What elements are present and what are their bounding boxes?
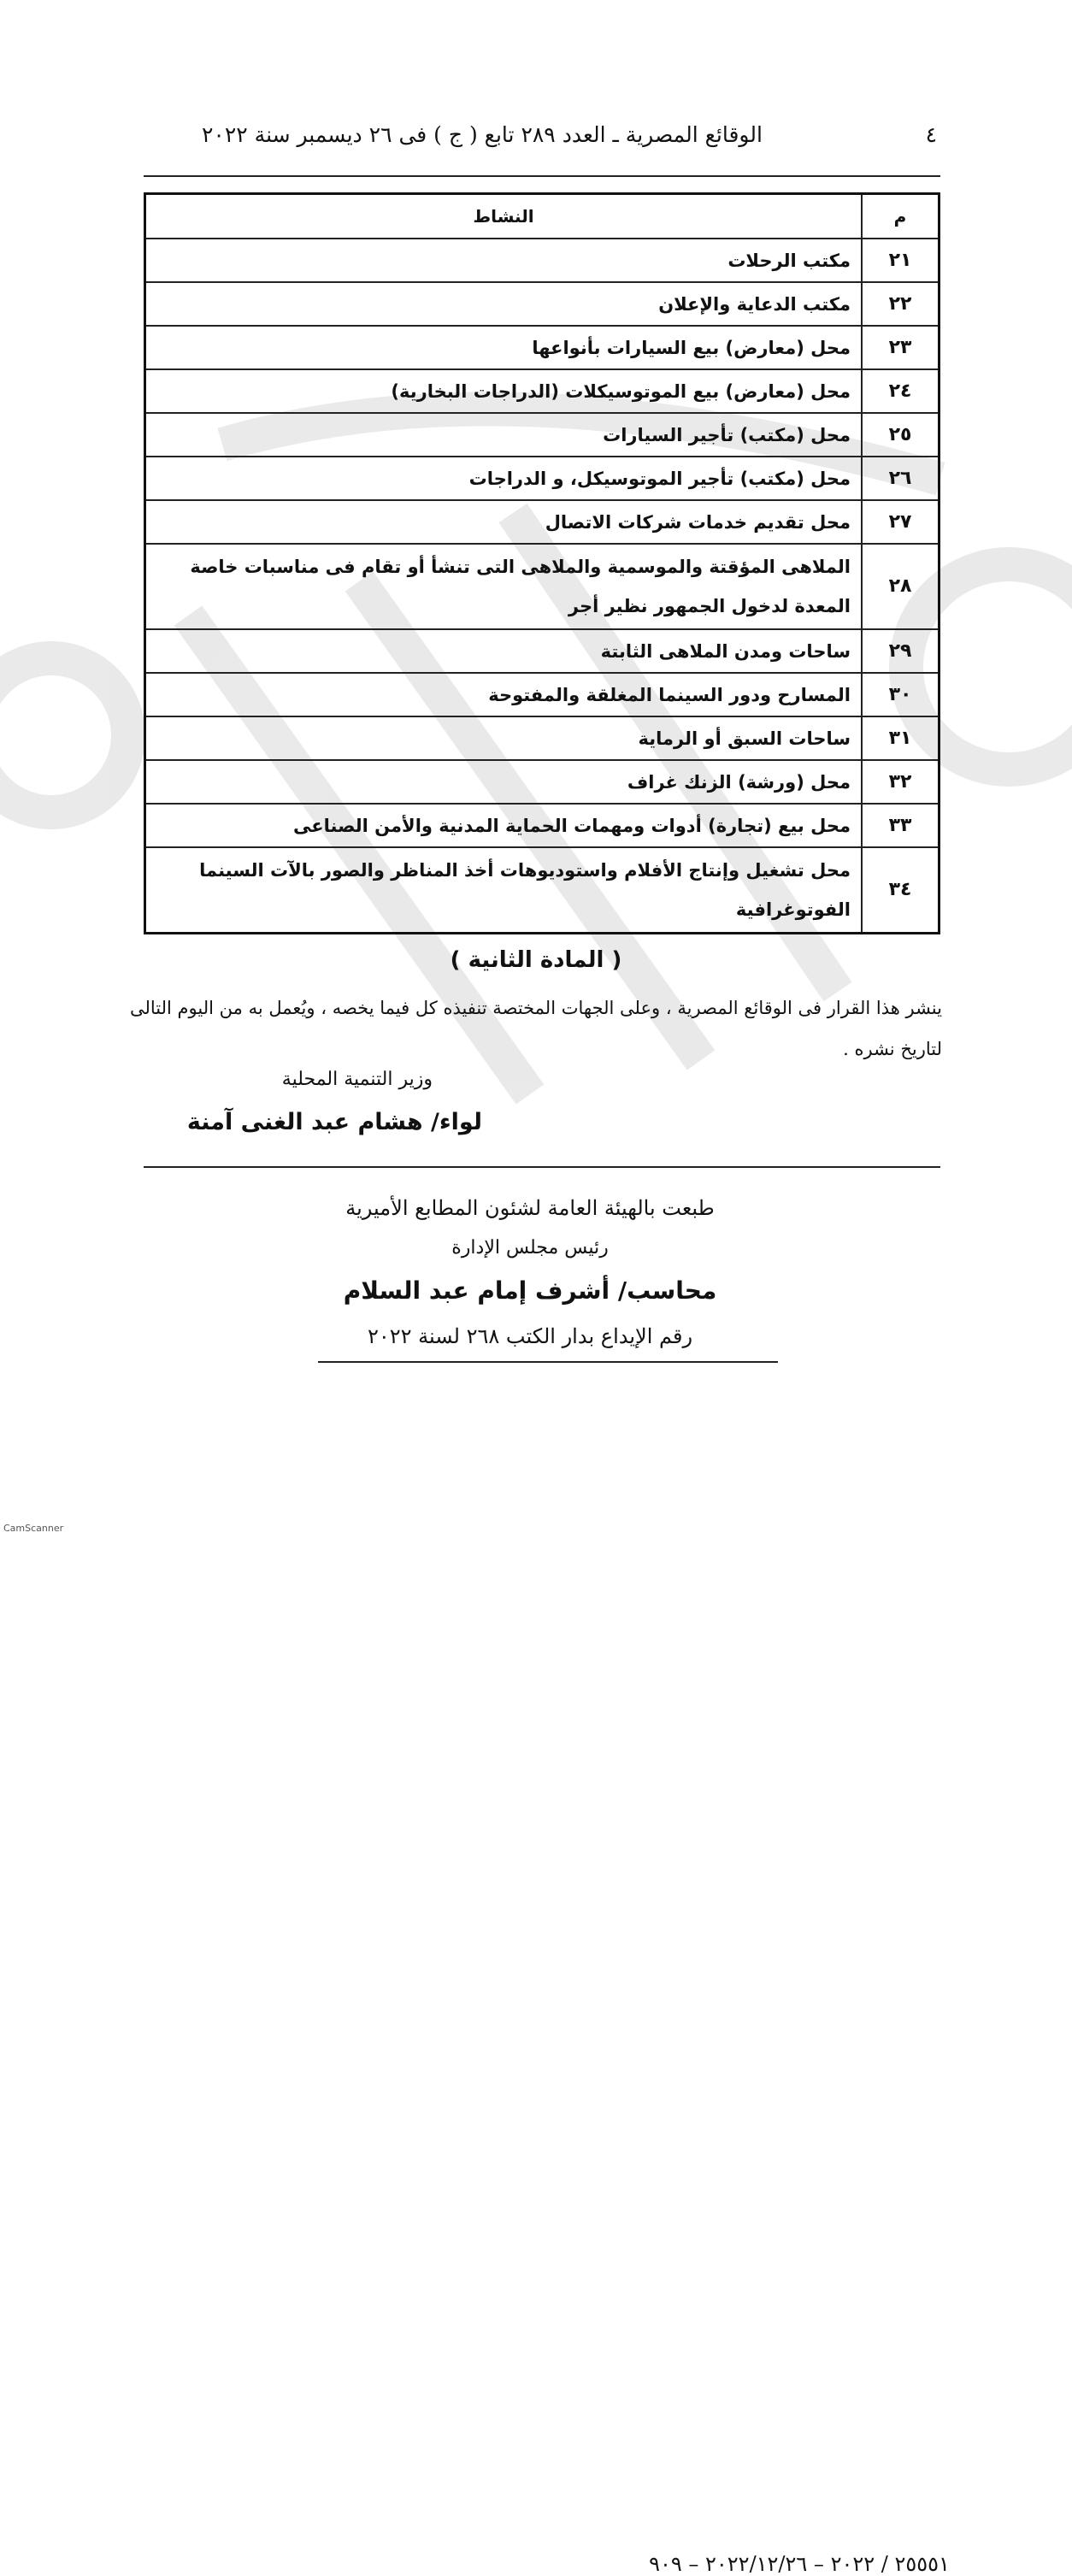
row-activity: محل تقديم خدمات شركات الاتصال	[145, 500, 863, 544]
deposit-number: رقم الإيداع بدار الكتب ٢٦٨ لسنة ٢٠٢٢	[367, 1324, 693, 1348]
row-number: ٢٦	[862, 457, 939, 500]
table-row	[145, 369, 939, 413]
signatory-name: لواء/ هشام عبد الغنى آمنة	[186, 1109, 482, 1135]
table-row	[145, 847, 939, 934]
chairman-name: محاسب/ أشرف إمام عبد السلام	[343, 1276, 717, 1305]
row-activity: محل (معارض) بيع السيارات بأنواعها	[145, 326, 863, 369]
serial-number: ٢٥٥٥١ / ٢٠٢٢ – ٢٠٢٢/١٢/٢٦ – ٩٠٩	[649, 2552, 950, 2576]
row-number: ٢٨	[862, 544, 939, 629]
chairman-title: رئيس مجلس الإدارة	[451, 1237, 609, 1259]
row-activity: محل (مكتب) تأجير السيارات	[145, 413, 863, 457]
row-activity: ساحات ومدن الملاهى الثابتة	[145, 629, 863, 673]
row-activity: محل (ورشة) الزنك غراف	[145, 760, 863, 804]
row-activity: محل (مكتب) تأجير الموتوسيكل، و الدراجات	[145, 457, 863, 500]
row-number: ٢٧	[862, 500, 939, 544]
row-number: ٣٢	[862, 760, 939, 804]
row-activity: مكتب الرحلات	[145, 239, 863, 282]
row-number: ٣١	[862, 716, 939, 760]
table-row	[145, 544, 939, 629]
table-row	[145, 413, 939, 457]
printed-by: طبعت بالهيئة العامة لشئون المطابع الأميرية	[345, 1196, 715, 1220]
table-header-row	[145, 194, 939, 239]
row-activity: المسارح ودور السينما المغلقة والمفتوحة	[145, 673, 863, 716]
row-number: ٢١	[862, 239, 939, 282]
table-row	[145, 804, 939, 847]
row-number: ٣٣	[862, 804, 939, 847]
row-activity: محل (معارض) بيع الموتوسيكلات (الدراجات البخارية)	[145, 369, 863, 413]
table-row	[145, 629, 939, 673]
row-activity: محل بيع (تجارة) أدوات ومهمات الحماية المدنية والأمن الصناعى	[145, 804, 863, 847]
table-row	[145, 282, 939, 326]
scanner-watermark: CamScanner	[3, 1523, 64, 1534]
article-heading: ( المادة الثانية )	[450, 947, 622, 973]
column-header-number: م	[862, 194, 939, 239]
header-divider	[144, 175, 940, 177]
row-number: ٢٩	[862, 629, 939, 673]
table-row	[145, 457, 939, 500]
row-activity: الملاهى المؤقتة والموسمية والملاهى التى تنشأ أو تقام فى مناسبات خاصة المعدة لدخول الجمهور نظير أجر	[145, 544, 863, 629]
table-row	[145, 500, 939, 544]
table-row	[145, 760, 939, 804]
table-row	[145, 716, 939, 760]
page-number: ٤	[925, 122, 937, 147]
row-activity: محل تشغيل وإنتاج الأفلام واستوديوهات أخذ المناظر والصور بالآت السينما الفوتوغرافية	[145, 847, 863, 934]
gazette-title: الوقائع المصرية ـ العدد ٢٨٩ تابع ( ج ) فى ٢٦ ديسمبر سنة ٢٠٢٢	[202, 122, 763, 147]
row-number: ٢٤	[862, 369, 939, 413]
row-number: ٣٠	[862, 673, 939, 716]
article-body: ينشر هذا القرار فى الوقائع المصرية ، وعلى الجهات المختصة تنفيذه كل فيما يخصه ، ويُعمل به من اليوم التالى لتاريخ نشره .	[130, 998, 942, 1059]
row-number: ٢٣	[862, 326, 939, 369]
deposit-divider	[318, 1361, 778, 1363]
signatory-title: وزير التنمية المحلية	[281, 1069, 433, 1090]
footer-divider	[144, 1166, 940, 1168]
publisher-footer	[256, 1187, 804, 1358]
row-activity: مكتب الدعاية والإعلان	[145, 282, 863, 326]
table-row	[145, 326, 939, 369]
row-activity: ساحات السبق أو الرماية	[145, 716, 863, 760]
table-row	[145, 673, 939, 716]
page-header	[202, 122, 937, 147]
column-header-activity: النشاط	[145, 194, 863, 239]
row-number: ٢٢	[862, 282, 939, 326]
table-row	[145, 239, 939, 282]
activities-table	[144, 192, 940, 934]
row-number: ٢٥	[862, 413, 939, 457]
row-number: ٣٤	[862, 847, 939, 934]
